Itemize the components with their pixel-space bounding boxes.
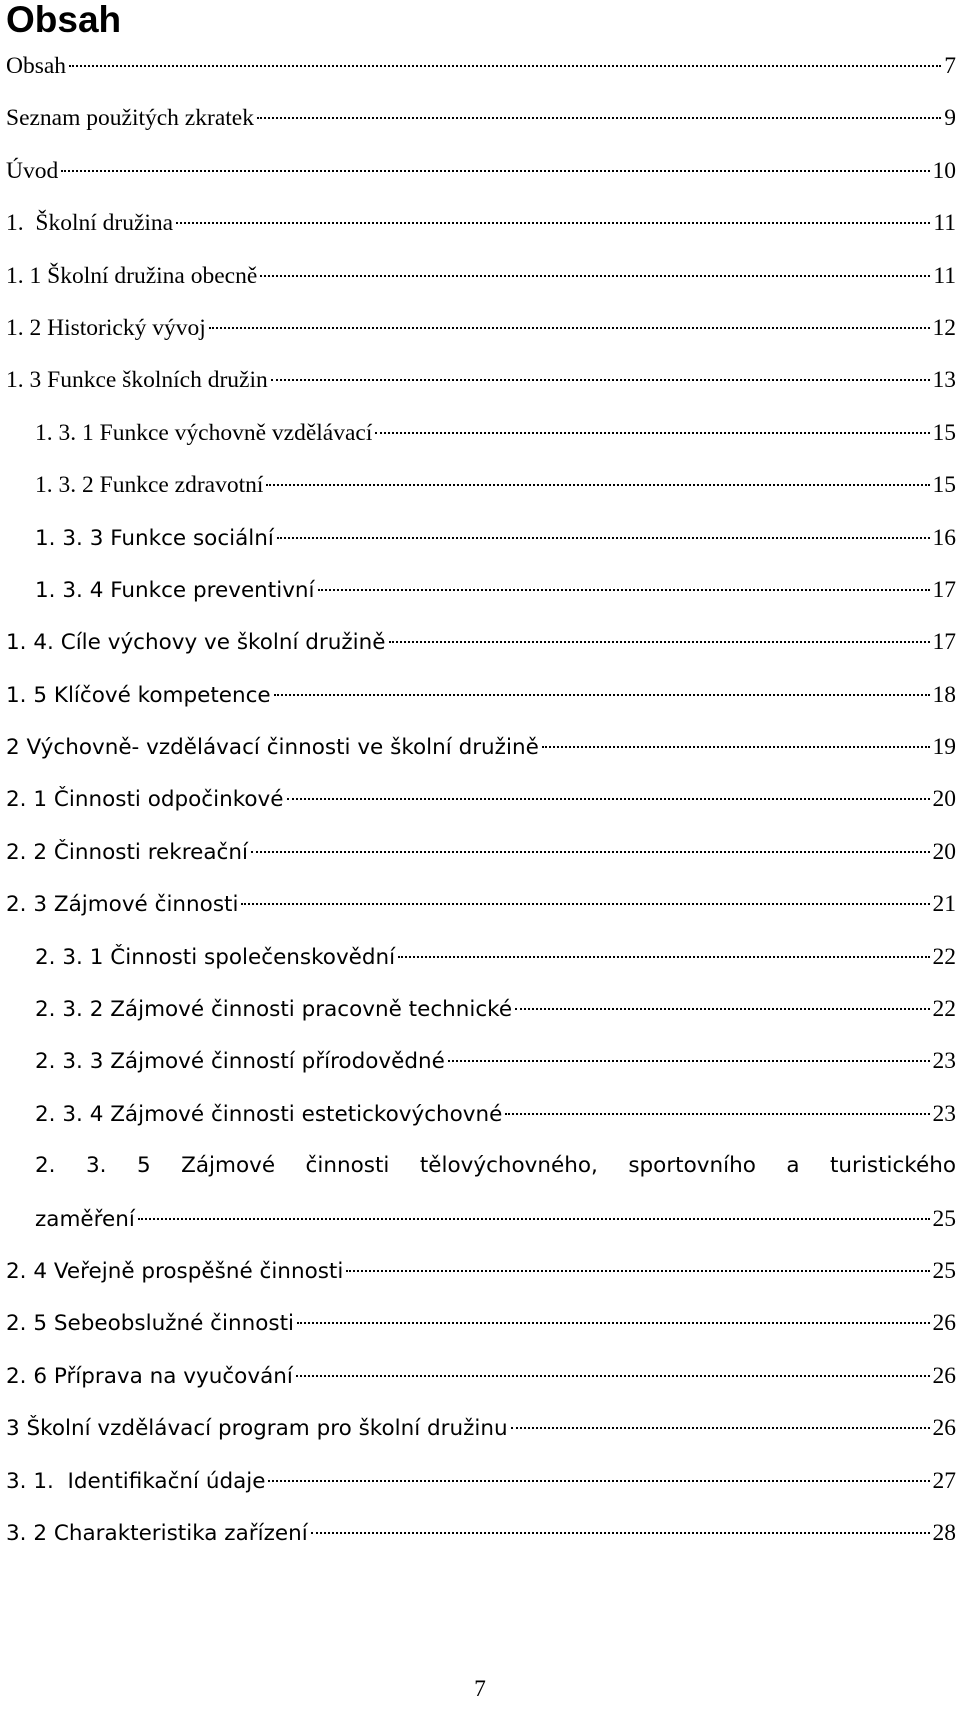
toc-entry-page: 26 <box>932 1310 956 1337</box>
dot-leader <box>138 1218 930 1220</box>
dot-leader <box>251 851 930 853</box>
toc-entry[interactable] <box>6 669 956 721</box>
toc-entry[interactable] <box>6 878 956 930</box>
toc-entry-page: 28 <box>932 1519 956 1546</box>
toc-entry[interactable] <box>6 1245 956 1297</box>
toc-entry-label: 1. 5 Klíčové kompetence <box>6 682 271 708</box>
toc-entry-wrapped-first-line[interactable] <box>6 1140 956 1192</box>
toc-entry-page: 10 <box>932 157 956 184</box>
toc-entry-label: 2. 3. 5 Zájmové činnosti tělovýchovného, sportovního a turistického <box>35 1153 956 1179</box>
toc-entry[interactable] <box>6 983 956 1035</box>
toc-entry-label: 2. 3. 1 Činnosti společenskovědní <box>35 944 396 970</box>
dot-leader <box>271 379 930 381</box>
toc-entry-label: zaměření <box>35 1206 135 1232</box>
toc-entry-label: 2. 3 Zájmové činnosti <box>6 892 239 918</box>
toc-entry-page: 23 <box>932 1100 956 1127</box>
toc-entry-page: 12 <box>932 314 956 341</box>
toc-entry-page: 17 <box>932 629 956 656</box>
toc-entry[interactable] <box>6 1297 956 1349</box>
toc-entry-page: 26 <box>932 1415 956 1442</box>
table-of-contents <box>6 40 956 1559</box>
toc-entry-label: 2. 3. 3 Zájmové činností přírodovědné <box>35 1049 445 1075</box>
dot-leader <box>505 1113 929 1115</box>
toc-entry-label: 1. 1 Školní družina obecně <box>6 262 258 289</box>
toc-entry-label: 3 Školní vzdělávací program pro školní družinu <box>6 1416 508 1442</box>
toc-entry[interactable] <box>6 1455 956 1507</box>
dot-leader <box>389 641 930 643</box>
toc-entry-label: 1. 4. Cíle výchovy ve školní družině <box>6 630 386 656</box>
toc-entry-label: 2. 2 Činnosti rekreační <box>6 839 248 865</box>
toc-entry[interactable] <box>6 40 956 92</box>
toc-entry-label: 1. 3. 1 Funkce výchovně vzdělávací <box>35 419 373 446</box>
dot-leader <box>346 1270 929 1272</box>
toc-entry[interactable] <box>6 250 956 302</box>
toc-entry-page: 25 <box>932 1205 956 1232</box>
toc-entry-label: 2. 4 Veřejně prospěšné činnosti <box>6 1258 344 1284</box>
toc-entry-label: 1. 3 Funkce školních družin <box>6 367 268 394</box>
toc-entry[interactable] <box>6 1193 956 1245</box>
page-number: 7 <box>474 1676 486 1702</box>
toc-entry-label: 1. 2 Historický vývoj <box>6 314 206 341</box>
toc-entry-label: 1. 3. 3 Funkce sociální <box>35 525 274 551</box>
toc-entry[interactable] <box>6 302 956 354</box>
toc-entry-page: 13 <box>932 367 956 394</box>
toc-entry-label: 3. 1. Identifikační údaje <box>6 1468 266 1494</box>
dot-leader <box>318 589 930 591</box>
dot-leader <box>266 484 929 486</box>
toc-entry-page: 7 <box>944 53 956 79</box>
dot-leader <box>277 537 930 539</box>
toc-entry[interactable] <box>6 1088 956 1140</box>
toc-entry-page: 15 <box>932 472 956 499</box>
toc-entry[interactable] <box>6 197 956 249</box>
toc-entry-label: 2. 3. 4 Zájmové činnosti estetickovýchovné <box>35 1101 503 1127</box>
dot-leader <box>287 798 930 800</box>
toc-entry[interactable] <box>6 1350 956 1402</box>
toc-entry-page: 23 <box>932 1048 956 1075</box>
dot-leader <box>511 1427 930 1429</box>
toc-entry-label: Úvod <box>6 157 59 184</box>
toc-entry[interactable] <box>6 773 956 825</box>
toc-entry-label: 2. 5 Sebeobslužné činnosti <box>6 1311 294 1337</box>
toc-entry-label: 2. 6 Příprava na vyučování <box>6 1363 293 1389</box>
toc-entry[interactable] <box>6 1035 956 1087</box>
dot-leader <box>260 275 930 277</box>
toc-entry-page: 27 <box>932 1467 956 1494</box>
toc-entry-page: 22 <box>932 996 956 1023</box>
toc-entry[interactable] <box>6 721 956 773</box>
toc-entry[interactable] <box>6 616 956 668</box>
toc-entry-page: 21 <box>932 891 956 918</box>
toc-entry-page: 11 <box>933 210 956 237</box>
toc-entry[interactable] <box>6 564 956 616</box>
toc-entry-page: 17 <box>932 576 956 603</box>
dot-leader <box>209 327 930 329</box>
dot-leader <box>61 170 929 172</box>
toc-entry-page: 20 <box>932 838 956 865</box>
dot-leader <box>297 1322 930 1324</box>
dot-leader <box>69 65 941 67</box>
dot-leader <box>296 1375 930 1377</box>
toc-entry[interactable] <box>6 145 956 197</box>
toc-entry[interactable] <box>6 931 956 983</box>
toc-entry-label: 1. Školní družina <box>6 210 174 237</box>
toc-entry-label: 2. 1 Činnosti odpočinkové <box>6 787 284 813</box>
dot-leader <box>448 1060 930 1062</box>
dot-leader <box>257 117 941 119</box>
toc-entry-label: Seznam použitých zkratek <box>6 105 254 132</box>
toc-entry-label: 1. 3. 2 Funkce zdravotní <box>35 472 264 499</box>
dot-leader <box>311 1532 930 1534</box>
dot-leader <box>542 746 930 748</box>
toc-heading: Obsah <box>6 0 122 40</box>
dot-leader <box>515 1008 929 1010</box>
toc-entry-page: 19 <box>932 734 956 761</box>
dot-leader <box>398 956 929 958</box>
toc-entry[interactable] <box>6 92 956 144</box>
toc-entry-page: 15 <box>932 419 956 446</box>
toc-entry-page: 20 <box>932 786 956 813</box>
toc-entry[interactable] <box>6 1402 956 1454</box>
dot-leader <box>274 694 930 696</box>
toc-entry-page: 26 <box>932 1362 956 1389</box>
toc-entry-label: 2. 3. 2 Zájmové činnosti pracovně technické <box>35 997 513 1023</box>
dot-leader <box>375 432 929 434</box>
toc-entry-page: 11 <box>933 262 956 289</box>
toc-entry[interactable] <box>6 512 956 564</box>
toc-entry-page: 25 <box>932 1257 956 1284</box>
toc-entry[interactable] <box>6 826 956 878</box>
dot-leader <box>241 903 929 905</box>
toc-entry[interactable] <box>6 354 956 406</box>
toc-entry[interactable] <box>6 407 956 459</box>
dot-leader <box>176 222 930 224</box>
toc-entry-label: 3. 2 Charakteristika zařízení <box>6 1520 308 1546</box>
toc-entry-page: 9 <box>944 105 956 132</box>
toc-entry[interactable] <box>6 1507 956 1559</box>
toc-entry-label: 1. 3. 4 Funkce preventivní <box>35 577 315 603</box>
toc-entry-label: 2 Výchovně- vzdělávací činnosti ve školní družině <box>6 735 539 761</box>
toc-entry-page: 18 <box>932 681 956 708</box>
toc-entry-label: Obsah <box>6 53 67 79</box>
toc-entry-page: 16 <box>932 524 956 551</box>
toc-entry[interactable] <box>6 459 956 511</box>
toc-entry-page: 22 <box>932 943 956 970</box>
dot-leader <box>268 1480 929 1482</box>
